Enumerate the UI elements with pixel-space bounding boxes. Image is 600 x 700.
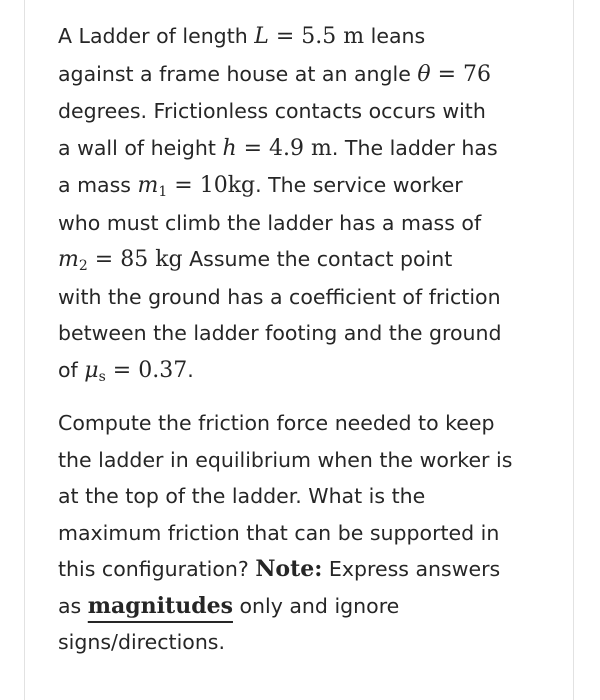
text-line: signs/directions. (58, 630, 226, 654)
text-line: of $\mu_s = 0.37$. (58, 357, 194, 385)
text-line: the ladder in equilibrium when the worker is (58, 447, 513, 472)
math-var-L: L (254, 24, 269, 49)
text-line: degrees. Frictionless contacts occurs with (58, 99, 486, 123)
note-label: Note: (255, 556, 323, 582)
text-line: who must climb the ladder has a mass of (58, 210, 482, 235)
math-var-mu-s: $\mu_s$ (84, 357, 106, 385)
text-line: between the ladder footing and the ground (58, 321, 502, 345)
text-line: at the top of the ladder. What is the (58, 484, 426, 508)
text-line: as magnitudes only and ignore (58, 592, 400, 619)
question-card (24, 0, 574, 700)
math-value-ladder-mass: = 10kg (167, 173, 256, 198)
problem-statement (58, 18, 558, 389)
text-line: A Ladder of length L = 5.5 m leans (58, 24, 426, 49)
text-line: against a frame house at an angle θ = 76 (58, 61, 492, 87)
math-var-theta: θ (417, 61, 431, 87)
text-line: this configuration? Note: Express answers (58, 556, 501, 582)
magnitudes-emphasis: magnitudes (87, 592, 233, 619)
math-value-length: = 5.5 m (268, 24, 365, 49)
question-body (58, 18, 558, 661)
text-line: with the ground has a coefficient of friction (58, 284, 501, 309)
text-line: Compute the friction force needed to keep (58, 411, 495, 435)
math-value-height: = 4.9 m (236, 135, 332, 161)
text-line: $m_2 = 85$ kg Assume the contact point (58, 247, 453, 274)
math-value-friction-coefficient: = 0.37 (105, 357, 188, 383)
math-var-m2: $m_2$ (58, 247, 88, 274)
text-line: maximum friction that can be supported in (58, 520, 500, 545)
text-line: a mass $m_1 = 10kg$. The service worker (58, 173, 463, 200)
math-var-h: h (222, 135, 237, 161)
math-value-worker-mass: = 85 kg (87, 247, 183, 272)
text-line: a wall of height h = 4.9 m. The ladder has (58, 135, 498, 161)
math-value-angle: = 76 (430, 61, 492, 87)
math-var-m1: $m_1$ (137, 173, 168, 200)
question-statement (58, 405, 558, 661)
